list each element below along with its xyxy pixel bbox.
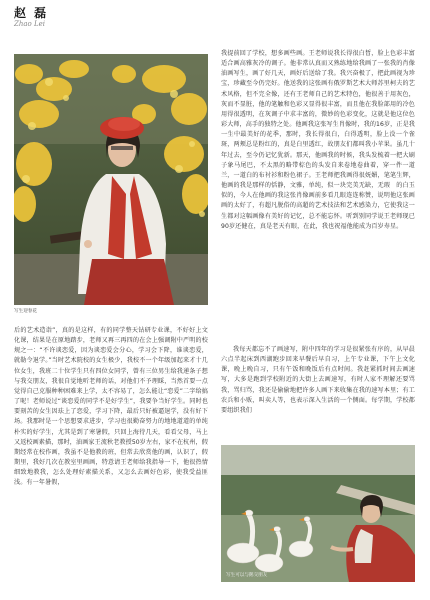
article-right-column-bottom — [221, 345, 415, 440]
article-paragraph: 我提前回了学校，想多画些画。王老师说我长得很白皙，脸上色彩丰富适合画高雅灰冷的调子。他非常认真而又熟练地给我画了一张我的肖像油画写生，画了好几天，画好后送给了我。我兴奋极了，把此画视为珍宝，珍藏至今仍完好。他送我的这张画有俄罗斯艺术大师苏里柯夫的艺术风格，但不完全像，还有王老师自己的艺术特色，他很善于用灰色，灰而不显脏，他的笔触和色彩又显得很丰富，而且他在我脸部用的冷色用得很透明，在灰调子中求丰富的，微妙的色彩变化，这就是他这位色彩大师，高手的独特之处。他画我这张写生肖像时，我的16岁，正是我一生中最美好的花季，那时，我长得很白，白得透明，脸上没一个雀斑，两颊总是粉红的，真是白里透红，故朋友们都叫我小苹果。虽几十年过去，至今仍记忆犹新。那天，他画我的时候，我头发梳着一把大刷子象马尾巴，不太黑的略带棕色的头发自来卷地卷曲着，穿一件一道兰，一道白的布衬衫和粉色裙子。王老师把我画得很妩媚，笔笔生辉，他画的我是那样的恬静，文雅，单纯，似一块完美无缺，无瑕 的白玉似的，今人在他画的我这张肖像画前多看几眼连连称赞，说明他这张画画的太好了，有超凡脱俗的高超的艺术技法和艺术感染力，它使我这一生都对这幅画像有美好的记忆，总不能忘怀。听到别同学说王老师现已90岁还健在，真是老天有眼，在此，我也祝福他能成为百岁寿星。 — [221, 50, 415, 230]
article-right-column-top — [221, 49, 415, 343]
photo-top-caption: 写生迎春花 — [14, 309, 37, 314]
article-paragraph: 我每天都忘不了画速写，附中四年的学习是很紧张有序的，从早晨六点半起床到西湖跑步回来早餐后早自习，上午专业课，下午上文化课，晚上晚自习，只有午饭和晚饭后有点时间。我赶紧抓时间去画速写，大多是跑到学校附近的大街上去画速写，有时人家不理解还要骂我，骂归骂，我还是偷偷地把许多人画下来收集在我的速写本里；有工农兵和小贩，叫卖人等，也表示深入生活的一个侧面。每学期，学校都要组织我们 — [221, 346, 415, 414]
photo-forsythia-image — [14, 54, 208, 305]
article-left-column-bottom — [14, 326, 208, 596]
photo-with-geese — [221, 445, 415, 582]
page-header — [14, 7, 48, 29]
article-paragraph: 后的艺术造诣”，真的是这样，有的同学整天钻研专业课，不好好上文化课，结果是在原地踏步，老师又再三再四的在会上强调附中严明的校规之一：“不许谈恋爱，因为谈恋爱会分心，学习会下降，谁谈恋爱，就勒令退学。”当时艺术院校的女生极少，我校不一个年级加起来才十几位女生，我班二十位学生只有四位女同学，曾有三位男生给我递条子想与我交朋友，我很自觉地听老师的话，对他们不予理睬，当然首要一点觉得自己克服种种困难来上学，太不容易了，怎么能让“恋爱”二字给搞了呢！老师说过“谈恋爱的同学不是好学生”，我要争当好学生。同时也要刻苦的女生因珐上了恋爱，学习下降，最后只好被逼退学，没有好下场。我那时是一个思想要求进步，学习也很勤奋努力的地地道道的单纯朴实的好学生，尤其是到了寒暑假，只回上海待几天，看看父母，马上又返校画素描，那时，油画家王流秋老教授50岁左右，家不在杭州，假期经常在校作画，我虽不是他教的班，但常去欣赏他的画，认识了，假期里，我好几次在教室里画画，特意请王老师给我指导一下，他很热情细致地教我，怎么处理好素描关系，又怎么去画好色彩，使我受益匪浅。有一年暑假， — [14, 327, 208, 487]
photo-painting-forsythia — [14, 54, 208, 305]
author-name: 赵 磊 — [14, 6, 49, 20]
photo-bottom-caption: 写生可以与鹅交朋友 — [226, 573, 268, 578]
author-pinyin: Zhao Lei — [14, 20, 46, 28]
photo-geese-image — [221, 445, 415, 582]
